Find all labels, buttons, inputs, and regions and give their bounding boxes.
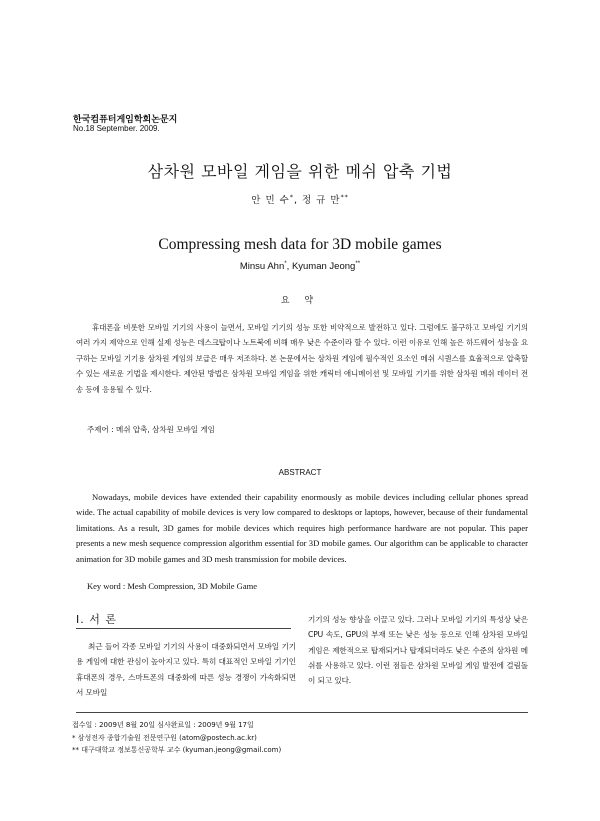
footnote-author-1: * 삼성전자 종합기술원 전문연구원 (atom@postech.ac.kr) bbox=[72, 734, 257, 742]
abstract-korean-body: 휴대폰을 비롯한 모바일 기기의 사용이 늘면서, 모바일 기기의 성능 또한 비약적으로 발전하고 있다. 그럼에도 불구하고 모바일 기기의 여러 가지 제약으로 인해 실제 성능은 데스크탑이나 노트북에 비해 매우 낮은 수준이라 할 수 있다. 이런 이유로 인해 높은 하드웨어 성능을 요구하는 모바일 기기용 삼차원 게임의 보급은 매우 저조하다. 본 논문에서는 삼차원 게임에 필수적인 요소인 메쉬 시퀀스를 효율적으로 압축할 수 있는 새로운 기법을 제시한다. 제안된 방법은 삼차원 모바일 게임을 위한 캐릭터 애니메이션 및 모바일 기기를 위한 삼차원 메쉬 데이터 전송 등에 응용될 수 있다. bbox=[76, 323, 528, 394]
author-name: Minsu Ahn bbox=[239, 261, 285, 273]
paper-title-korean: 삼차원 모바일 게임을 위한 메쉬 압축 기법 bbox=[147, 162, 453, 181]
author-mark: ** bbox=[355, 260, 361, 267]
introduction-right-column: 기기의 성능 향상을 이끌고 있다. 그러나 모바일 기기의 특성상 낮은 CPU 속도, GPU의 부재 또는 낮은 성능 등으로 인해 삼차원 모바일 게임은 제한적으로 탑재되거나 탑재되더라도 낮은 수준의 삼차원 메쉬를 사용하고 있다. 이런 점들은 삼차원 모바일 게임 발전에 걸림돌이 되고 있다. bbox=[308, 615, 528, 686]
author-name: 정 규 만 bbox=[301, 195, 341, 206]
section-heading-rule bbox=[76, 628, 291, 629]
author-mark: * bbox=[284, 260, 287, 267]
footnote-received-dates: 접수일 : 2009년 8월 20일 심사완료일 : 2009년 9월 17일 bbox=[72, 721, 254, 729]
abstract-english-heading: ABSTRACT bbox=[278, 468, 322, 477]
author-name: 안 민 수 bbox=[251, 195, 290, 206]
keywords-korean: 주제어 : 메쉬 압축, 삼차원 모바일 게임 bbox=[87, 425, 215, 434]
journal-name: 한국컴퓨터게임학회논문지 bbox=[73, 114, 178, 124]
paper-title-english: Compressing mesh data for 3D mobile games bbox=[158, 236, 442, 253]
author-name: Kyuman Jeong bbox=[291, 261, 356, 273]
introduction-left-column: 최근 들어 각종 모바일 기기의 사용이 대중화되면서 모바일 기기용 게임에 대한 관심이 높아지고 있다. 특히 대표적인 모바일 기기인 휴대폰의 경우, 스마트폰의 대중화에 따른 성능 경쟁이 가속화되면서 모바일 bbox=[76, 642, 296, 697]
author-separator: , bbox=[286, 261, 292, 273]
keywords-english: Key word : Mesh Compression, 3D Mobile Game bbox=[87, 581, 257, 591]
journal-issue: No.18 September. 2009. bbox=[73, 124, 160, 133]
footnote-divider bbox=[76, 712, 528, 713]
abstract-korean-heading: 요 약 bbox=[280, 296, 320, 306]
section-heading-introduction: Ⅰ. 서 론 bbox=[76, 613, 117, 626]
footnote-author-2: ** 대구대학교 정보통신공학부 교수 (kyuman.jeong@gmail.com) bbox=[72, 746, 282, 754]
authors-korean bbox=[0, 192, 600, 206]
author-mark: * bbox=[289, 193, 294, 201]
authors-english bbox=[0, 260, 600, 272]
abstract-english-body: Nowadays, mobile devices have extended their capability enormously as mobile devices including cellular phones spread wide. The actual capability of mobile devices is very low compared to desktops or laptops, however, because of their fundamental limitations. As a result, 3D games for mobile devices which requires high performance hardware are not popular. This paper presents a new mesh sequence compression algorithm essential for 3D mobile games. Our algorithm can be applicable to character animation for 3D mobile games and 3D mesh transmission for mobile devices. bbox=[76, 492, 528, 564]
author-mark: ** bbox=[340, 193, 349, 201]
author-separator: , bbox=[293, 195, 302, 206]
